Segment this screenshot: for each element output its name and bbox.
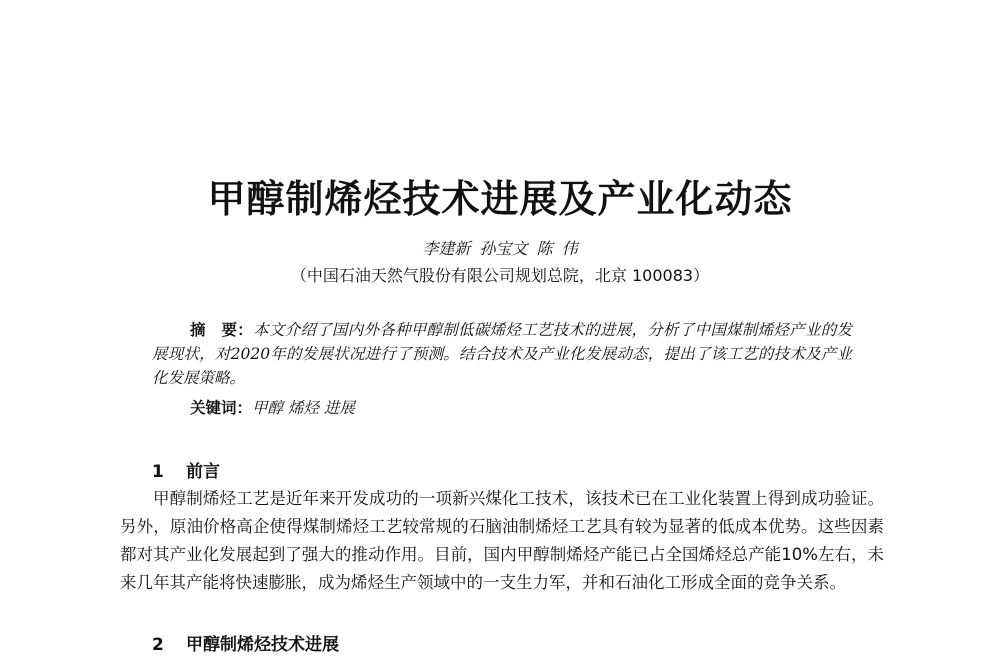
- keywords: [190, 396, 355, 418]
- abstract-label: 摘 要：: [190, 321, 254, 339]
- section-heading-1: [152, 457, 220, 482]
- author-affiliation: （中国石油天然气股份有限公司规划总院，北京 100083）: [290, 266, 710, 285]
- section-title: 前言: [186, 462, 220, 482]
- section-title: 甲醇制烯烃技术进展: [186, 635, 339, 655]
- author-list: 李建新 孙宝文 陈 伟: [422, 239, 578, 258]
- abstract-text: 本文介绍了国内外各种甲醇制低碳烯烃工艺技术的进展，分析了中国煤制烯烃产业的发展现状，对2020年的发展状况进行了预测。结合技术及产业化发展动态，提出了该工艺的技术及产业化发展策略。: [152, 321, 852, 387]
- section-1-body: 甲醇制烯烃工艺是近年来开发成功的一项新兴煤化工技术，该技术已在工业化装置上得到成功验证。另外，原油价格高企使得煤制烯烃工艺较常规的石脑油制烯烃工艺具有较为显著的低成本优势。这些因素都对其产业化发展起到了强大的推动作用。目前，国内甲醇制烯烃产能已占全国烯烃总产能10%左右，未来几年其产能将快速膨胀，成为烯烃生产领域中的一支生力军，并和石油化工形成全面的竞争关系。: [120, 489, 884, 592]
- abstract: [152, 318, 852, 390]
- keywords-label: 关键词：: [190, 399, 253, 417]
- section-heading-2: [152, 630, 339, 655]
- paper-title: 甲醇制烯烃技术进展及产业化动态: [207, 177, 793, 221]
- keywords-text: 甲醇 烯烃 进展: [252, 399, 355, 417]
- section-number: 2: [152, 635, 164, 655]
- section-number: 1: [152, 462, 164, 482]
